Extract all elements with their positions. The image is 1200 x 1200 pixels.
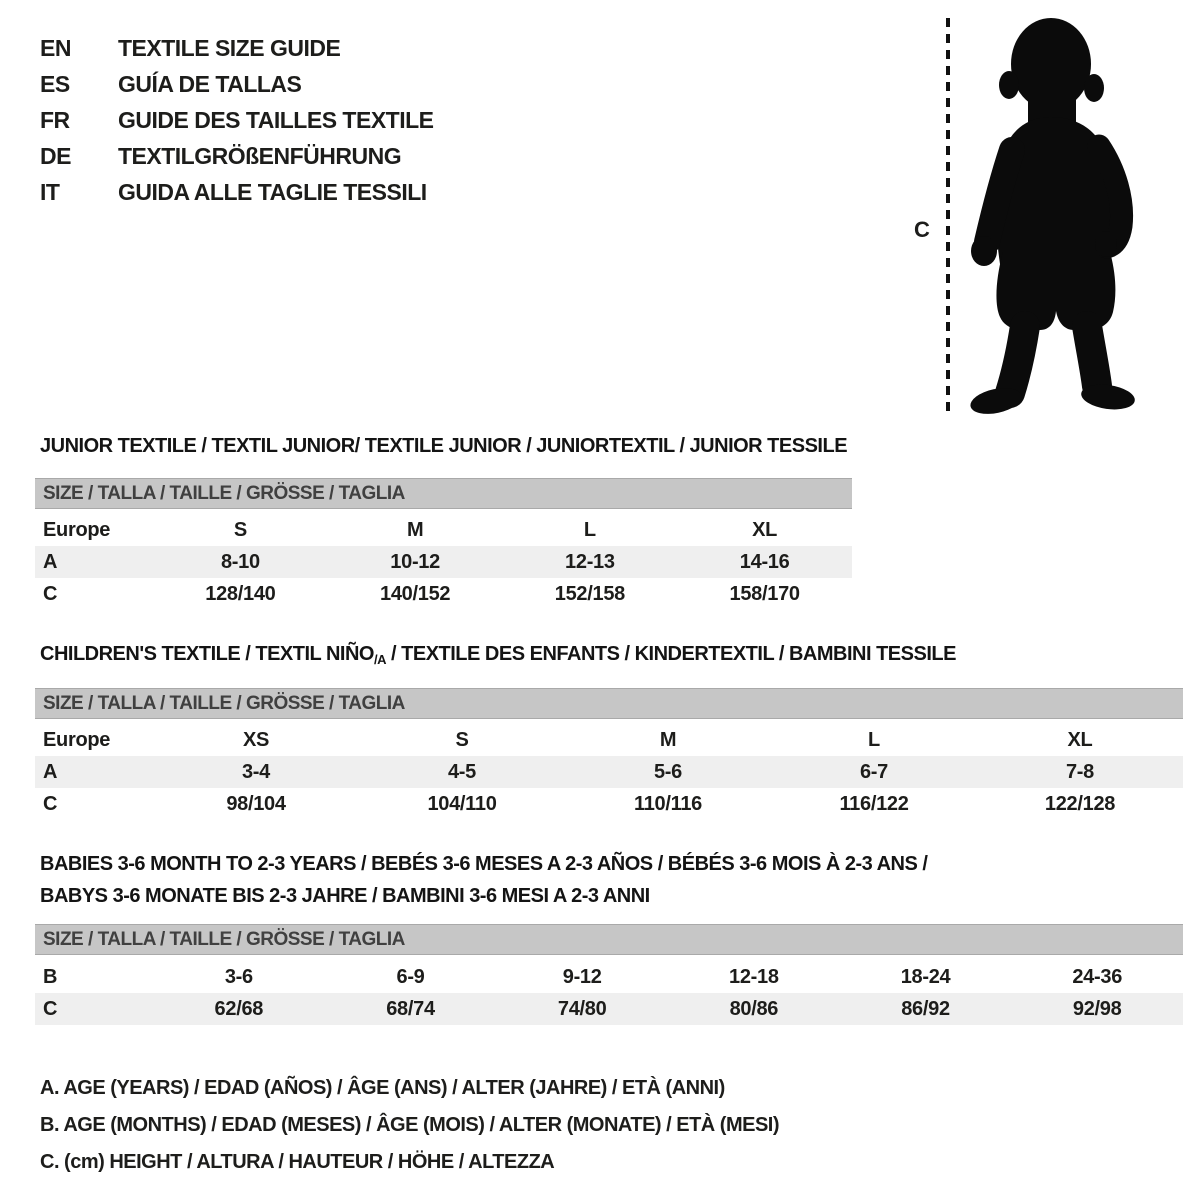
row-label: C [43,792,58,815]
row-label: B [43,965,58,988]
age-cell: 14-16 [739,550,790,573]
height-cell: 98/104 [226,792,286,815]
language-title: GUÍA DE TALLAS [118,70,302,97]
table-row [35,578,852,610]
legend-line-b: B. AGE (MONTHS) / EDAD (MESES) / ÂGE (MOIS) / ALTER (MONATE) / ETÀ (MESI) [40,1114,780,1136]
age-cell: 10-12 [390,550,440,573]
language-code: EN [40,34,71,61]
height-cell: 86/92 [901,997,950,1020]
row-label: A [43,550,58,573]
list-item [40,102,434,138]
row-label: C [43,582,58,605]
size-table-header: SIZE / TALLA / TAILLE / GRÖSSE / TAGLIA [35,478,852,509]
babies-title-line1: BABIES 3-6 MONTH TO 2-3 YEARS / BEBÉS 3-6 MESES A 2-3 AÑOS / BÉBÉS 3-6 MOIS À 2-3 ANS / [40,853,928,875]
height-cell: 62/68 [214,997,264,1020]
table-row [35,724,1183,756]
size-cell: S [455,728,469,751]
language-title: GUIDA ALLE TAGLIE TESSILI [118,178,427,205]
table-row [35,993,1183,1025]
children-title-sub: /A [373,652,386,667]
size-cell: M [659,728,677,751]
language-title: TEXTILGRÖßENFÜHRUNG [118,142,402,169]
age-cell: 6-9 [396,965,425,988]
junior-section-title: JUNIOR TEXTILE / TEXTIL JUNIOR/ TEXTILE JUNIOR / JUNIORTEXTIL / JUNIOR TESSILE [40,435,848,457]
age-cell: 9-12 [562,965,602,988]
size-cell: XL [752,518,778,541]
children-title-main: CHILDREN'S TEXTILE / TEXTIL NIÑO [40,643,374,665]
junior-size-table [35,478,852,610]
height-cell: 92/98 [1072,997,1122,1020]
age-cell: 8-10 [220,550,260,573]
language-title: GUIDE DES TAILLES TEXTILE [118,106,434,133]
row-label: C [43,997,58,1020]
row-label: Europe [43,518,111,541]
list-item [40,138,434,174]
list-item [40,66,434,102]
children-section-title [40,643,956,667]
table-row [35,756,1183,788]
height-cell: 74/80 [557,997,607,1020]
size-cell: XL [1067,728,1093,751]
baby-silhouette-icon [958,12,1153,417]
list-item [40,30,434,66]
language-title-list [40,30,434,210]
age-cell: 5-6 [653,760,682,783]
babies-title-line2: BABYS 3-6 MONATE BIS 2-3 JAHRE / BAMBINI 3-6 MESI A 2-3 ANNI [40,885,650,907]
age-cell: 18-24 [900,965,951,988]
language-code: FR [40,106,70,133]
age-cell: 24-36 [1072,965,1123,988]
size-cell: S [233,518,247,541]
height-cell: 158/170 [729,582,800,605]
height-cell: 140/152 [380,582,451,605]
height-cell: 68/74 [386,997,435,1020]
age-cell: 6-7 [859,760,888,783]
language-code: IT [40,178,60,205]
age-cell: 7-8 [1065,760,1094,783]
children-size-table [35,688,1183,820]
size-table-header: SIZE / TALLA / TAILLE / GRÖSSE / TAGLIA [35,924,1183,955]
list-item [40,174,434,210]
size-cell: L [583,518,596,541]
age-cell: 4-5 [447,760,476,783]
height-cell: 116/122 [839,792,909,815]
table-body [35,961,1183,1025]
language-code: ES [40,70,70,97]
table-body [35,724,1183,820]
size-table-header: SIZE / TALLA / TAILLE / GRÖSSE / TAGLIA [35,688,1183,719]
legend-line-c: C. (cm) HEIGHT / ALTURA / HAUTEUR / HÖHE / ALTEZZA [40,1151,555,1173]
language-code: DE [40,142,71,169]
table-row [35,514,852,546]
language-title: TEXTILE SIZE GUIDE [118,34,341,61]
size-cell: XS [242,728,270,751]
row-label: A [43,760,58,783]
height-cell: 80/86 [729,997,779,1020]
size-cell: M [406,518,424,541]
legend-line-a: A. AGE (YEARS) / EDAD (AÑOS) / ÂGE (ANS) / ALTER (JAHRE) / ETÀ (ANNI) [40,1077,725,1099]
age-cell: 3-4 [241,760,270,783]
age-cell: 12-18 [729,965,779,988]
height-cell: 122/128 [1044,792,1116,815]
table-row [35,788,1183,820]
size-cell: L [868,728,880,751]
babies-size-table [35,924,1183,1025]
measure-legend [40,1070,779,1181]
height-cell: 110/116 [634,792,702,815]
height-measure-line [944,16,952,418]
table-row [35,546,852,578]
height-cell: 128/140 [205,582,276,605]
height-measure-label: C [914,217,930,242]
row-label: Europe [43,728,111,751]
height-cell: 104/110 [427,792,497,815]
table-row [35,961,1183,993]
height-cell: 152/158 [554,582,625,605]
table-body [35,514,852,610]
children-title-rest: / TEXTILE DES ENFANTS / KINDERTEXTIL / BAMBINI TESSILE [385,643,956,665]
babies-section-title [40,848,927,912]
age-cell: 12-13 [565,550,615,573]
age-cell: 3-6 [224,965,253,988]
